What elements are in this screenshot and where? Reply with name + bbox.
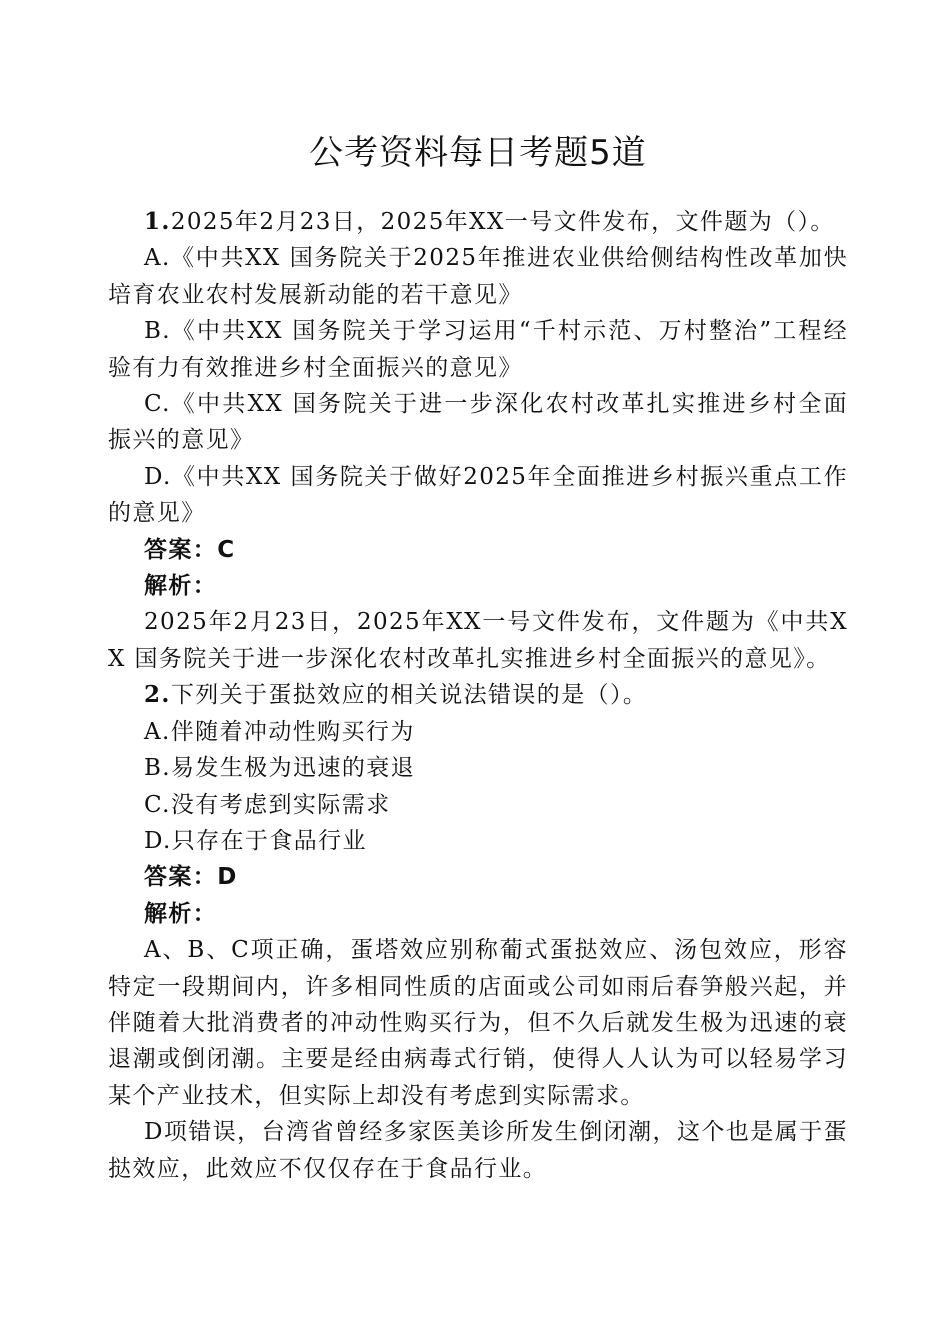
question-1-analysis-heading [108, 568, 848, 604]
question-1-option-a: A.《中共XX 国务院关于2025年推进农业供给侧结构性改革加快培育农业农村发展新动能的若干意见》 [108, 245, 848, 308]
question-2-option-a: A.伴随着冲动性购买行为 [144, 718, 415, 745]
question-1-analysis-label: 解析： [144, 573, 218, 600]
question-1-answer-label: 答案： [144, 536, 218, 563]
question-1-answer [108, 532, 848, 568]
question-1-option-d: D.《中共XX 国务院关于做好2025年全面推进乡村振兴重点工作的意见》 [108, 463, 848, 527]
question-2-stem [108, 677, 848, 713]
question-1-stem [108, 204, 848, 240]
question-2-option-c: C.没有考虑到实际需求 [144, 791, 391, 818]
question-1-option-c: C.《中共XX 国务院关于进一步深化农村改革扎实推进乡村全面振兴的意见》 [108, 391, 848, 454]
document-title: 公考资料每日考题5道 [309, 133, 647, 173]
question-1-option-b: B.《中共XX 国务院关于学习运用“千村示范、万村整治”工程经验有力有效推进乡村全面振兴的意见》 [108, 318, 848, 381]
question-1-stem-text: 2025年2月23日，2025年XX一号文件发布，文件题为（）。 [170, 209, 835, 235]
question-2-analysis-paragraph-1: A、B、C项正确，蛋塔效应别称葡式蛋挞效应、汤包效应，形容特定一段期间内，许多相同性质的店面或公司如雨后春笋般兴起，并伴随着大批消费者的冲动性购买行为，但不久后就发生极为迅速的衰退潮或倒闭潮。主要是经由病毒式行销，使得人人认为可以轻易学习某个产业技术，但实际上却没有考虑到实际需求。 [108, 937, 848, 1109]
question-2-analysis-heading [108, 896, 848, 932]
question-2-stem-text: 下列关于蛋挞效应的相关说法错误的是（）。 [170, 682, 648, 709]
question-2-analysis-label: 解析： [144, 900, 218, 927]
question-2-number: 2. [144, 681, 171, 709]
question-2-answer [108, 859, 848, 895]
question-1-number: 1. [144, 208, 171, 235]
question-2-option-b: B.易发生极为迅速的衰退 [144, 755, 416, 782]
document-body [108, 204, 848, 1187]
question-1-answer-value: C [217, 536, 236, 563]
question-2-option-d: D.只存在于食品行业 [144, 827, 367, 854]
question-2-answer-label: 答案： [144, 864, 218, 891]
question-2-answer-value: D [217, 864, 238, 891]
question-2-analysis-paragraph-2: D项错误，台湾省曾经多家医美诊所发生倒闭潮，这个也是属于蛋挞效应，此效应不仅仅存在于食品行业。 [108, 1119, 848, 1182]
question-1-analysis-paragraph: 2025年2月23日，2025年XX一号文件发布，文件题为《中共XX 国务院关于进一步深化农村改革扎实推进乡村全面振兴的意见》。 [108, 609, 848, 672]
